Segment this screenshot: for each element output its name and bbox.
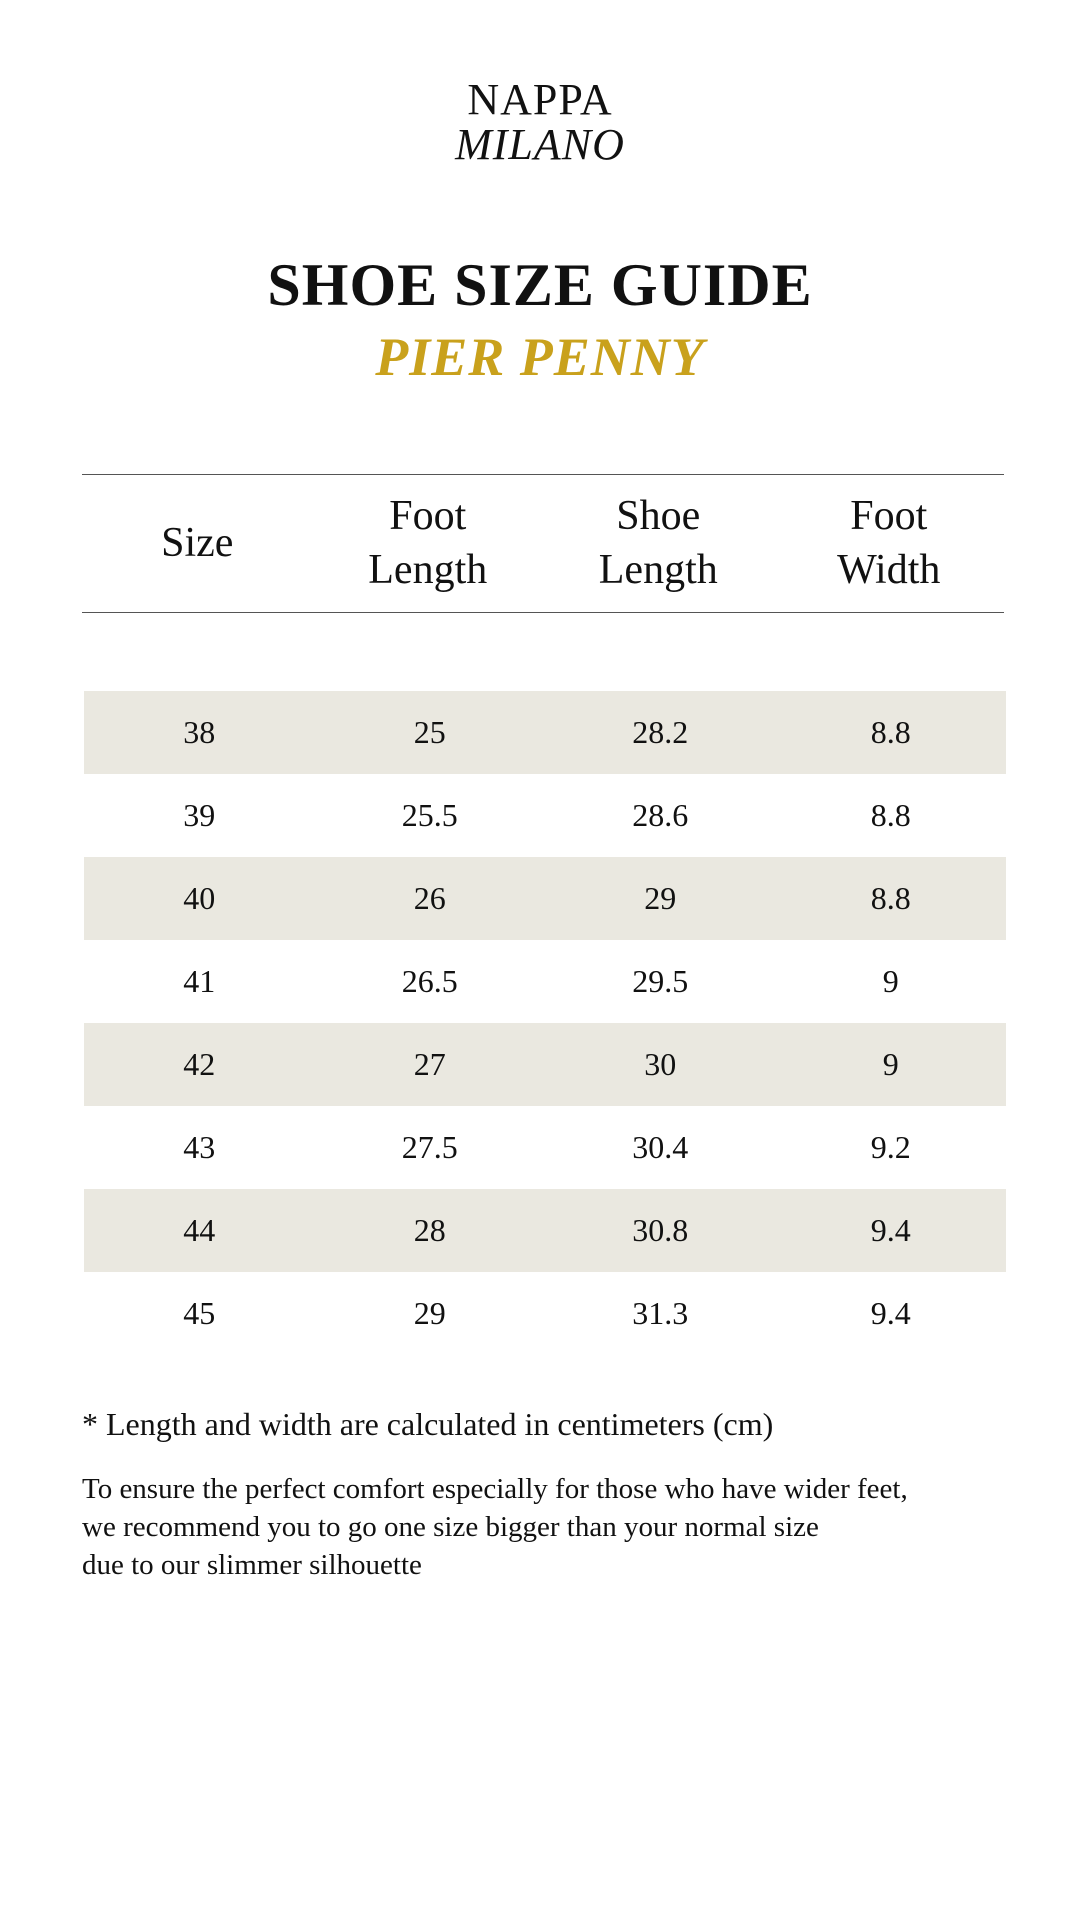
fit-recommendation-line: To ensure the perfect comfort especially for those who have wider feet, (82, 1473, 908, 1505)
shoe-length-cell: 31.3 (632, 1295, 689, 1331)
shoe-length-cell: 30 (644, 1046, 677, 1082)
size-cell: 40 (183, 880, 216, 916)
shoe-length-cell: 28.2 (632, 714, 689, 750)
header-foot-width: Foot Width (837, 493, 941, 593)
shoe-length-cell: 30.8 (632, 1212, 689, 1248)
size-cell: 44 (183, 1212, 216, 1248)
foot-width-cell: 8.8 (870, 880, 911, 916)
table-row (84, 691, 1006, 774)
foot-width-cell: 9.4 (870, 1212, 911, 1248)
header-size: Size (161, 520, 234, 566)
brand-name: NAPPA (467, 75, 613, 124)
foot-width-cell: 9.2 (870, 1129, 911, 1165)
fit-recommendation-line: due to our slimmer silhouette (82, 1549, 422, 1581)
table-row (84, 1189, 1006, 1272)
foot-width-cell: 9.4 (870, 1295, 911, 1331)
header-shoe-length: Shoe Length (598, 493, 718, 593)
brand-city: MILANO (455, 120, 625, 169)
foot-length-cell: 26.5 (401, 963, 458, 999)
table-row (84, 857, 1006, 940)
foot-width-cell: 8.8 (870, 714, 911, 750)
table-row (84, 774, 1006, 857)
foot-length-cell: 25.5 (401, 797, 458, 833)
shoe-length-cell: 29.5 (632, 963, 689, 999)
shoe-length-cell: 28.6 (632, 797, 689, 833)
foot-length-cell: 27.5 (401, 1129, 458, 1165)
foot-length-cell: 25 (413, 714, 446, 750)
table-row (84, 1023, 1006, 1106)
table-row (84, 1106, 1006, 1189)
foot-length-cell: 28 (413, 1212, 446, 1248)
units-note: * Length and width are calculated in centimeters (cm) (82, 1406, 774, 1442)
brand-logo (0, 75, 1080, 169)
header-foot-length: Foot Length (368, 493, 488, 593)
foot-width-cell: 9 (882, 963, 899, 999)
product-name: PIER PENNY (375, 327, 705, 387)
size-cell: 41 (183, 963, 216, 999)
page-title: SHOE SIZE GUIDE (267, 252, 813, 318)
fit-recommendation-line: we recommend you to go one size bigger than your normal size (82, 1511, 819, 1543)
table-row (84, 940, 1006, 1023)
shoe-length-cell: 29 (644, 880, 677, 916)
size-cell: 42 (183, 1046, 216, 1082)
size-table-body (84, 691, 1006, 1355)
foot-width-cell: 8.8 (870, 797, 911, 833)
table-row (84, 1272, 1006, 1355)
foot-length-cell: 26 (413, 880, 446, 916)
shoe-length-cell: 30.4 (632, 1129, 689, 1165)
size-cell: 43 (183, 1129, 216, 1165)
table-header (82, 474, 1004, 612)
size-cell: 45 (183, 1295, 216, 1331)
size-cell: 38 (183, 714, 216, 750)
fit-recommendation (82, 1470, 1022, 1584)
foot-width-cell: 9 (882, 1046, 899, 1082)
table-header-divider (82, 612, 1004, 613)
foot-length-cell: 29 (413, 1295, 446, 1331)
foot-length-cell: 27 (413, 1046, 446, 1082)
size-cell: 39 (183, 797, 216, 833)
